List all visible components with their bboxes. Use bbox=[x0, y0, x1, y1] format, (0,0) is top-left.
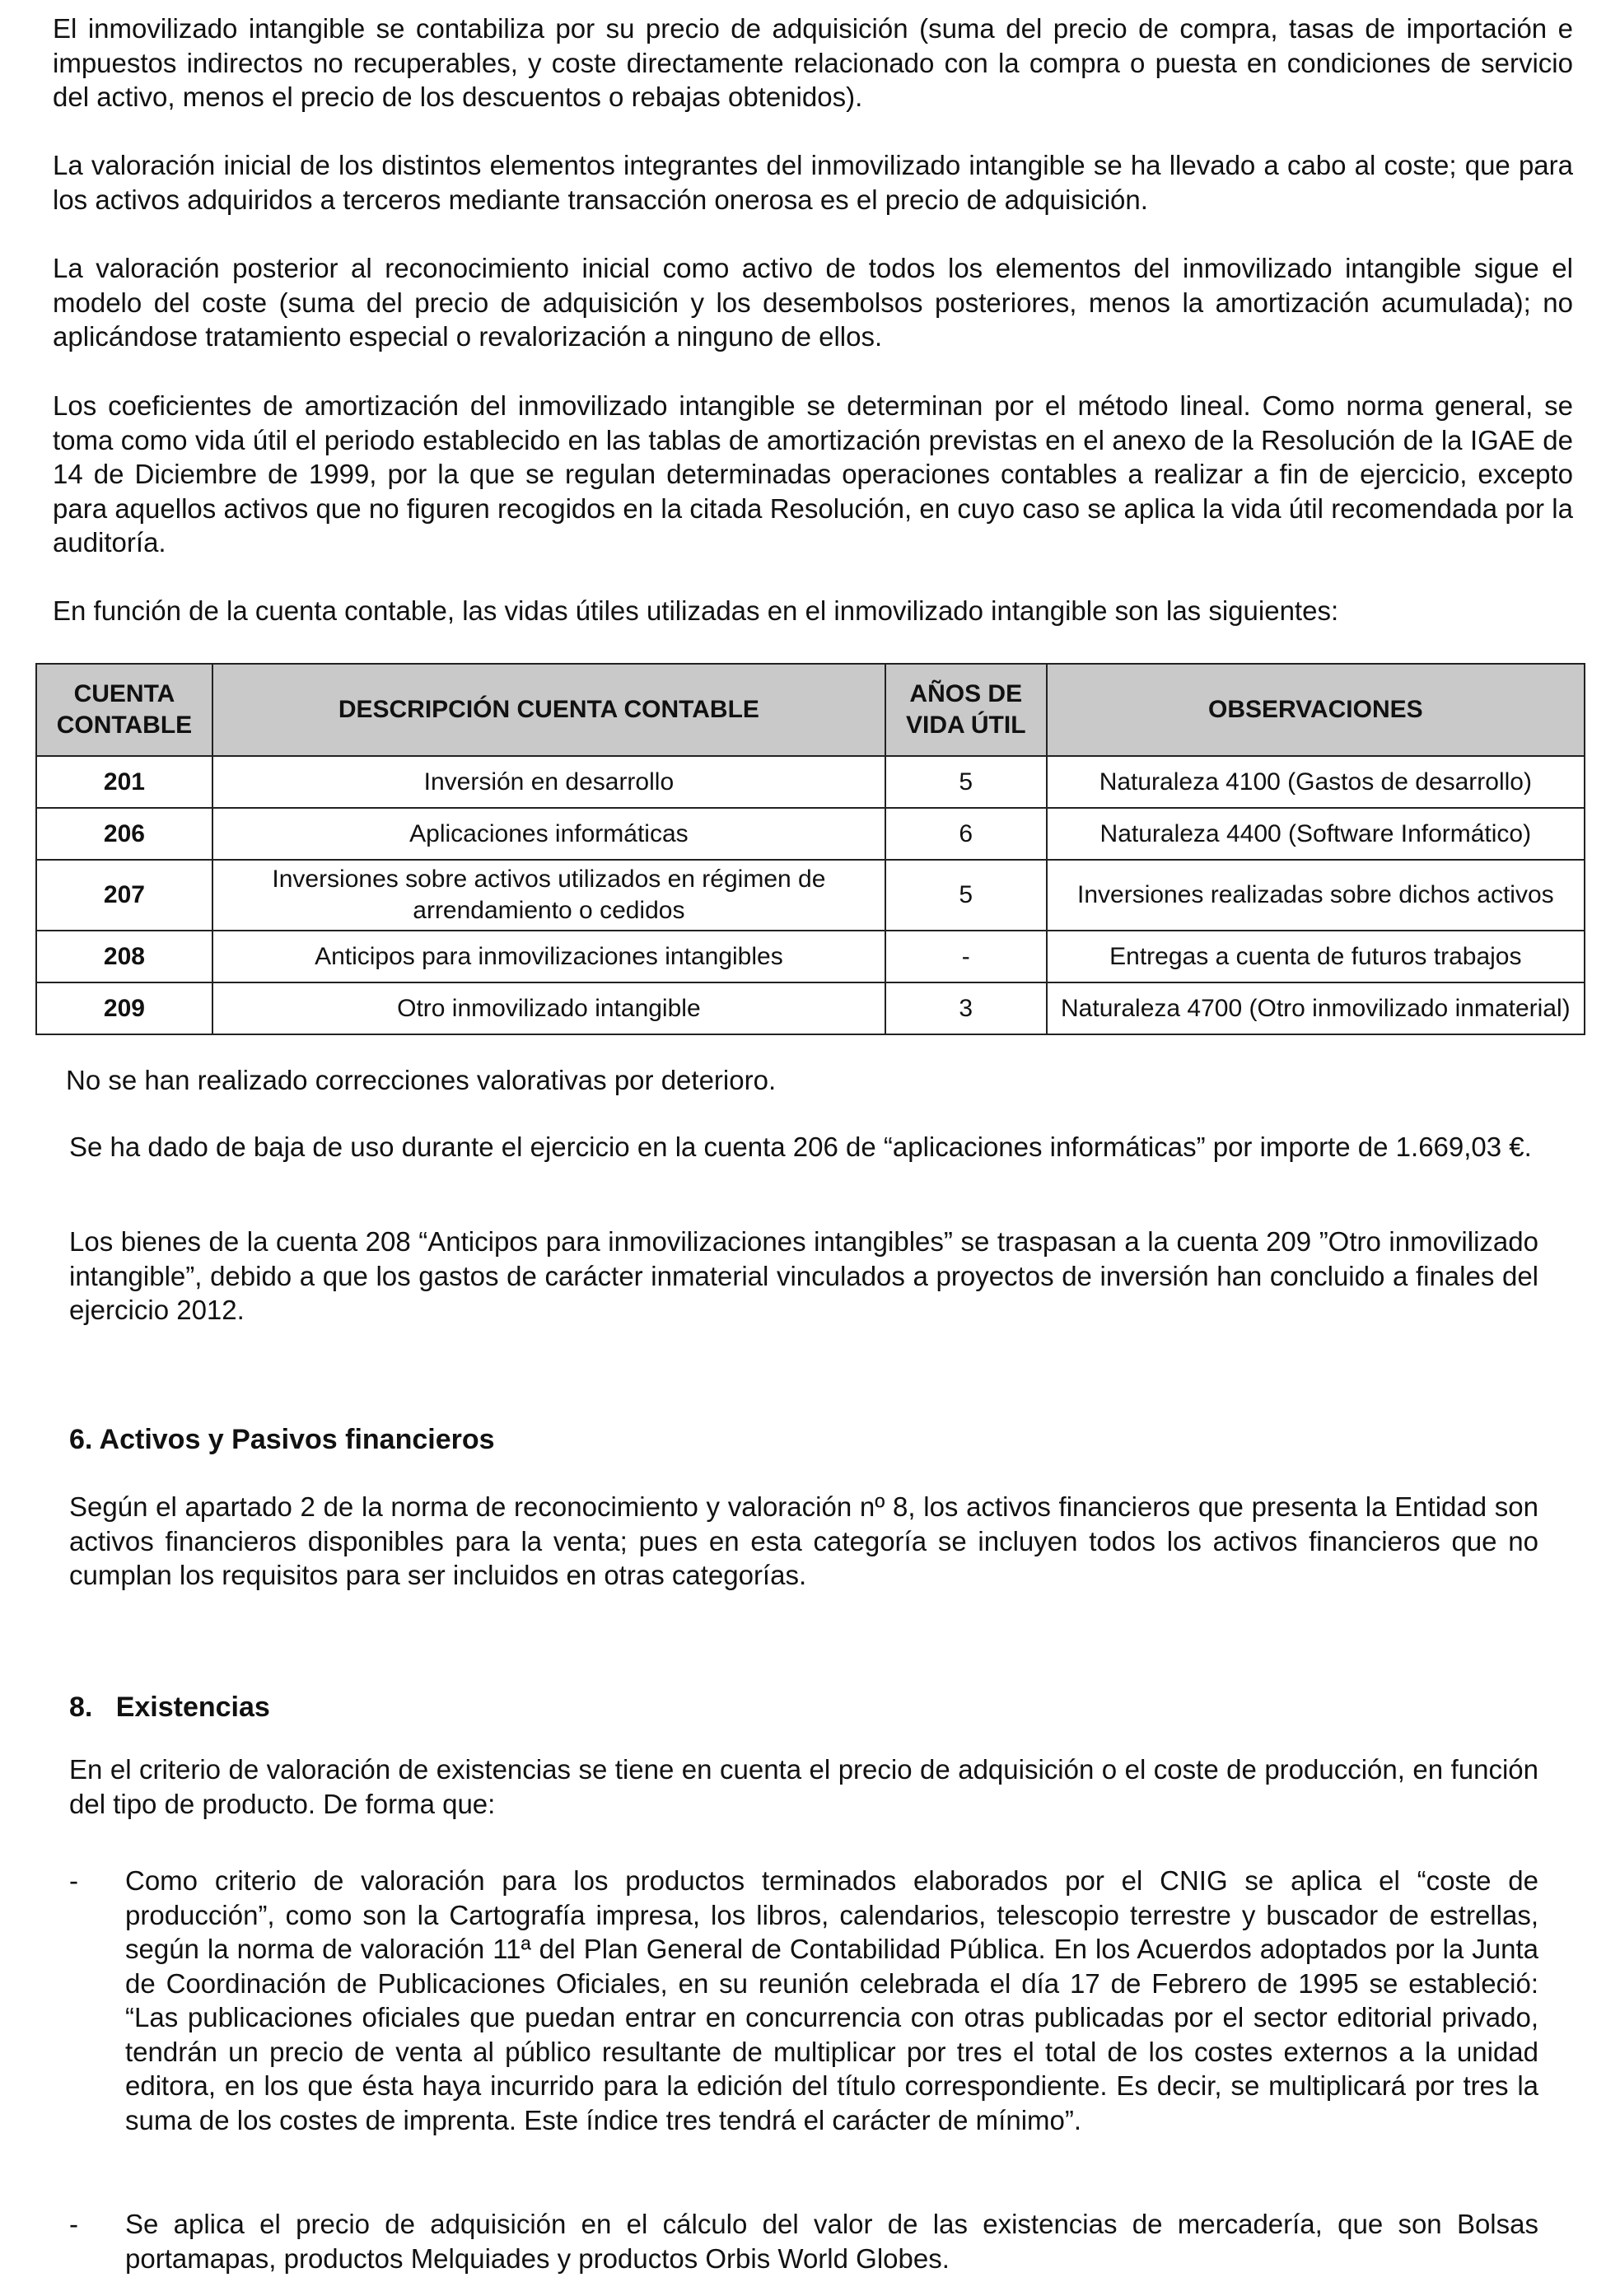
cell-anos: 3 bbox=[885, 982, 1047, 1034]
section-8-heading: 8. Existencias bbox=[69, 1692, 270, 1723]
list-item-text: Se aplica el precio de adquisición en el cálculo del valor de las existencias de mercadería, que son Bolsas portamapas, productos Melquiades y productos Orbis World Globes. bbox=[125, 2209, 1538, 2274]
table-row bbox=[36, 982, 1585, 1034]
paragraph-valoracion-inicial: La valoración inicial de los distintos elementos integrantes del inmovilizado intangible se ha llevado a cabo al coste; que para los activos adquiridos a terceros mediante transacción onerosa es el precio de adquisición. bbox=[53, 150, 1573, 215]
table-row bbox=[36, 756, 1585, 808]
section-6-text: Según el apartado 2 de la norma de reconocimiento y valoración nº 8, los activos financieros que presenta la Entidad son activos financieros disponibles para la venta; pues en esta categoría se incluyen todos los activos financieros que no cumplan los requisitos para ser incluidos en otras categorías. bbox=[69, 1491, 1538, 1590]
dash-bullet: - bbox=[69, 1865, 78, 1896]
dash-bullet: - bbox=[69, 2209, 78, 2239]
header-descripcion: DESCRIPCIÓN CUENTA CONTABLE bbox=[212, 664, 885, 756]
header-observaciones: OBSERVACIONES bbox=[1047, 664, 1585, 756]
cell-descripcion: Aplicaciones informáticas bbox=[212, 808, 885, 860]
paragraph-coeficientes-amortizacion: Los coeficientes de amortización del inmovilizado intangible se determinan por el método lineal. Como norma general, se toma como vida útil el periodo establecido en las tablas de amortización previstas en el anexo de la Resolución de la IGAE de 14 de Diciembre de 1999, por la que se regulan determinadas operaciones contables a realizar a fin de ejercicio, excepto para aquellos activos que no figuren recogidos en la citada Resolución, en cuyo caso se aplica la vida útil recomendada por la auditoría. bbox=[53, 390, 1573, 558]
cell-observaciones: Inversiones realizadas sobre dichos activos bbox=[1047, 860, 1585, 931]
cell-observaciones: Naturaleza 4100 (Gastos de desarrollo) bbox=[1047, 756, 1585, 808]
table-row bbox=[36, 808, 1585, 860]
list-item-text: Como criterio de valoración para los productos terminados elaborados por el CNIG se aplica el “coste de producción”, como son la Cartografía impresa, los libros, calendarios, telescopio terrestre y buscador de estrellas, según la norma de valoración 11ª del Plan General de Contabilidad Pública. En los Acuerdos adoptados por la Junta de Coordinación de Publicaciones Oficiales, en su reunión celebrada el día 17 de Febrero de 1995 se estableció: “Las publicaciones oficiales que puedan entrar en concurrencia con otras publicadas por el sector editorial privado, tendrán un precio de venta al público resultante de multiplicar por tres el total de los costes externos a la unidad editora, en los que ésta haya incurrido para la edición del título correspondiente. Es decir, se multiplicará por tres la suma de los costes de imprenta. Este índice tres tendrá el carácter de mínimo”. bbox=[125, 1865, 1538, 2135]
header-cuenta-contable: CUENTA CONTABLE bbox=[36, 664, 212, 756]
cell-observaciones: Naturaleza 4400 (Software Informático) bbox=[1047, 808, 1585, 860]
paragraph-baja-cuenta-206: Se ha dado de baja de uso durante el ejercicio en la cuenta 206 de “aplicaciones informáticas” por importe de 1.669,03 €. bbox=[69, 1132, 1532, 1162]
cell-cuenta: 207 bbox=[36, 860, 212, 931]
paragraph-traspaso-208-209: Los bienes de la cuenta 208 “Anticipos para inmovilizaciones intangibles” se traspasan a la cuenta 209 ”Otro inmovilizado intangible”, debido a que los gastos de carácter inmaterial vinculados a proyectos de inversión han concluido a finales del ejercicio 2012. bbox=[69, 1226, 1538, 1325]
table-header-row bbox=[36, 664, 1585, 756]
cell-cuenta: 206 bbox=[36, 808, 212, 860]
cell-cuenta: 209 bbox=[36, 982, 212, 1034]
header-anos-vida-util: AÑOS DE VIDA ÚTIL bbox=[885, 664, 1047, 756]
cell-observaciones: Entregas a cuenta de futuros trabajos bbox=[1047, 931, 1585, 982]
paragraph-valoracion-posterior: La valoración posterior al reconocimiento inicial como activo de todos los elementos del inmovilizado intangible sigue el modelo del coste (suma del precio de adquisición y los desembolsos posteriores, menos la amortización acumulada); no aplicándose tratamiento especial o revalorización a ninguno de ellos. bbox=[53, 253, 1573, 352]
paragraph-vidas-utiles-intro: En función de la cuenta contable, las vidas útiles utilizadas en el inmovilizado intangible son las siguientes: bbox=[53, 595, 1339, 626]
cell-anos: 6 bbox=[885, 808, 1047, 860]
table-row bbox=[36, 860, 1585, 931]
table-row bbox=[36, 931, 1585, 982]
paragraph-sin-deterioro: No se han realizado correcciones valorativas por deterioro. bbox=[66, 1065, 777, 1095]
cell-descripcion: Anticipos para inmovilizaciones intangibles bbox=[212, 931, 885, 982]
cell-anos: 5 bbox=[885, 756, 1047, 808]
section-6-heading: 6. Activos y Pasivos financieros bbox=[69, 1424, 495, 1455]
cell-observaciones: Naturaleza 4700 (Otro inmovilizado inmaterial) bbox=[1047, 982, 1585, 1034]
cell-descripcion: Otro inmovilizado intangible bbox=[212, 982, 885, 1034]
cell-descripcion: Inversión en desarrollo bbox=[212, 756, 885, 808]
paragraph-precio-adquisicion: El inmovilizado intangible se contabiliza por su precio de adquisición (suma del precio de compra, tasas de importación e impuestos indirectos no recuperables, y coste directamente relacionado con la compra o puesta en condiciones de servicio del activo, menos el precio de los descuentos o rebajas obtenidos). bbox=[53, 13, 1573, 112]
cell-anos: - bbox=[885, 931, 1047, 982]
cell-anos: 5 bbox=[885, 860, 1047, 931]
cell-cuenta: 208 bbox=[36, 931, 212, 982]
section-8-intro: En el criterio de valoración de existencias se tiene en cuenta el precio de adquisición o el coste de producción, en función del tipo de producto. De forma que: bbox=[69, 1754, 1538, 1819]
cell-descripcion: Inversiones sobre activos utilizados en régimen de arrendamiento o cedidos bbox=[212, 860, 885, 931]
cell-cuenta: 201 bbox=[36, 756, 212, 808]
vidas-utiles-table bbox=[35, 663, 1585, 1035]
